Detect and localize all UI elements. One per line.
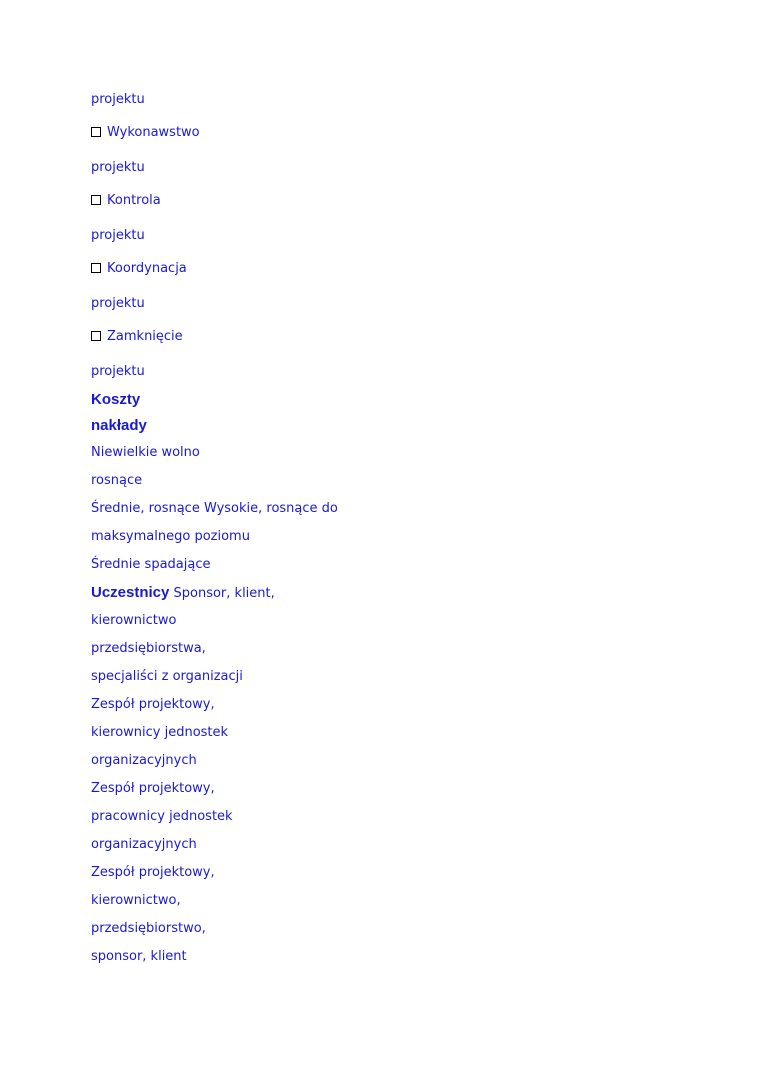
text-line: projektu [91,92,145,107]
text-fragment: Sponsor, klient, [169,586,275,601]
text-line: rosnące [91,473,143,488]
checkbox-item-wykonawstwo [91,125,200,141]
text-line: organizacyjnych [91,837,197,852]
checkbox-icon [91,127,101,137]
checkbox-label: Wykonawstwo [107,125,200,140]
text-line: Średnie, rosnące Wysokie, rosnące do [91,501,338,516]
text-line: Zespół projektowy, [91,697,215,712]
text-line: pracownicy jednostek [91,809,233,824]
text-line: kierownictwo [91,613,177,628]
checkbox-label: Zamknięcie [107,329,183,344]
checkbox-item-zamkniecie [91,329,183,345]
checkbox-icon [91,263,101,273]
text-line: Niewielkie wolno [91,445,200,460]
section-heading: Uczestnicy [91,584,170,601]
checkbox-icon [91,331,101,341]
text-line: Zespół projektowy, [91,865,215,880]
section-heading: Koszty [91,391,141,408]
checkbox-item-koordynacja [91,261,187,277]
participants-line [91,584,275,602]
text-line: organizacyjnych [91,753,197,768]
text-line: przedsiębiorstwo, [91,921,206,936]
text-line: przedsiębiorstwa, [91,641,206,656]
text-line: sponsor, klient [91,949,187,964]
checkbox-label: Koordynacja [107,261,187,276]
text-line: projektu [91,364,145,379]
text-line: kierownictwo, [91,893,181,908]
checkbox-icon [91,195,101,205]
section-heading: nakłady [91,417,147,434]
checkbox-label: Kontrola [107,193,161,208]
text-line: kierownicy jednostek [91,725,229,740]
checkbox-item-kontrola [91,193,161,209]
text-line: projektu [91,228,145,243]
text-line: maksymalnego poziomu [91,529,250,544]
text-line: specjaliści z organizacji [91,669,243,684]
text-line: Średnie spadające [91,557,211,572]
text-line: projektu [91,296,145,311]
text-line: Zespół projektowy, [91,781,215,796]
text-line: projektu [91,160,145,175]
